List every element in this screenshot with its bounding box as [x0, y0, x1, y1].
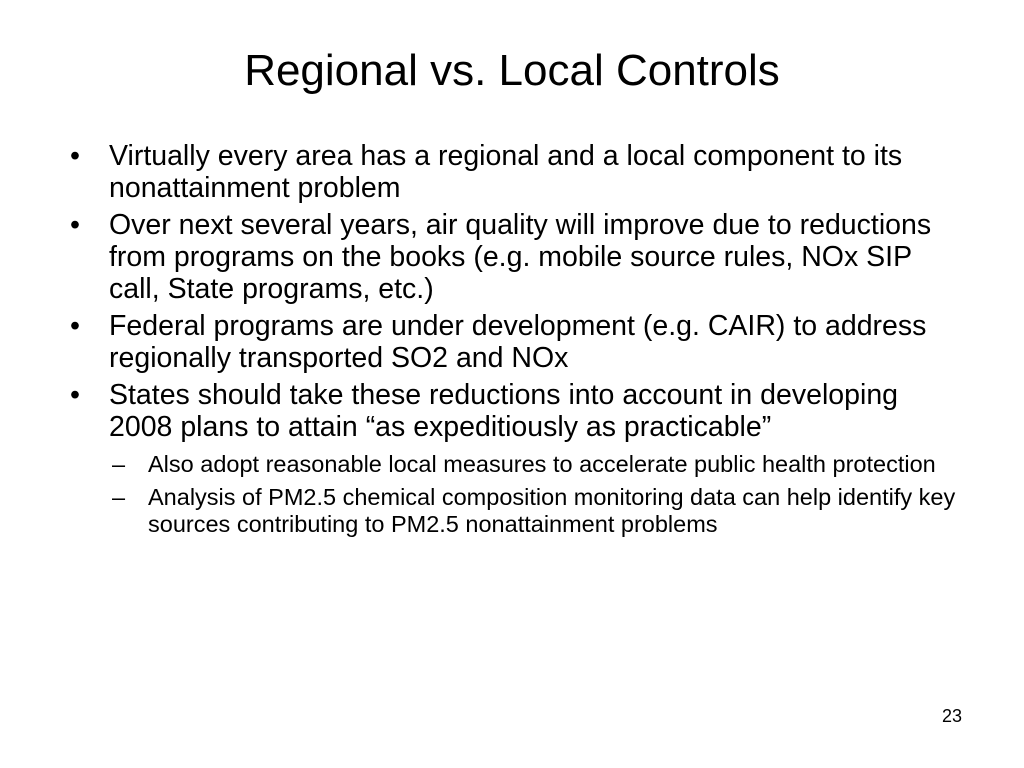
bullet-icon: • — [70, 310, 80, 342]
dash-icon: – — [112, 484, 126, 510]
sub-bullet-list — [109, 451, 960, 538]
bullet-icon: • — [70, 140, 80, 172]
sub-bullet-text: Analysis of PM2.5 chemical composition monitoring data can help identify key sources contributing to PM2.5 nonattainment problems — [148, 484, 956, 537]
dash-icon: – — [112, 451, 126, 477]
bullet-item-regional-local — [70, 140, 960, 204]
bullet-text: Virtually every area has a regional and a local component to its nonattainment problem — [109, 140, 903, 204]
sub-bullet-item-pm25-analysis — [109, 484, 960, 538]
bullet-text: Federal programs are under development (e.g. CAIR) to address regionally transported SO2 and NOx — [109, 310, 927, 374]
bullet-icon: • — [70, 209, 80, 241]
sub-bullet-text: Also adopt reasonable local measures to accelerate public health protection — [148, 451, 936, 477]
bullet-item-air-quality — [70, 209, 960, 305]
page-number: 23 — [941, 706, 962, 726]
sub-bullet-item-local-measures — [109, 451, 960, 478]
bullet-item-federal-programs — [70, 310, 960, 374]
bullet-text: Over next several years, air quality will improve due to reductions from programs on the books (e.g. mobile source rules, NOx SIP call, State programs, etc.) — [109, 209, 932, 305]
bullet-text: States should take these reductions into account in developing 2008 plans to attain “as expeditiously as practicable” — [109, 379, 899, 443]
slide-title: Regional vs. Local Controls — [244, 46, 780, 95]
bullet-item-states — [70, 379, 960, 538]
bullet-icon: • — [70, 379, 80, 411]
bullet-list — [70, 140, 960, 544]
